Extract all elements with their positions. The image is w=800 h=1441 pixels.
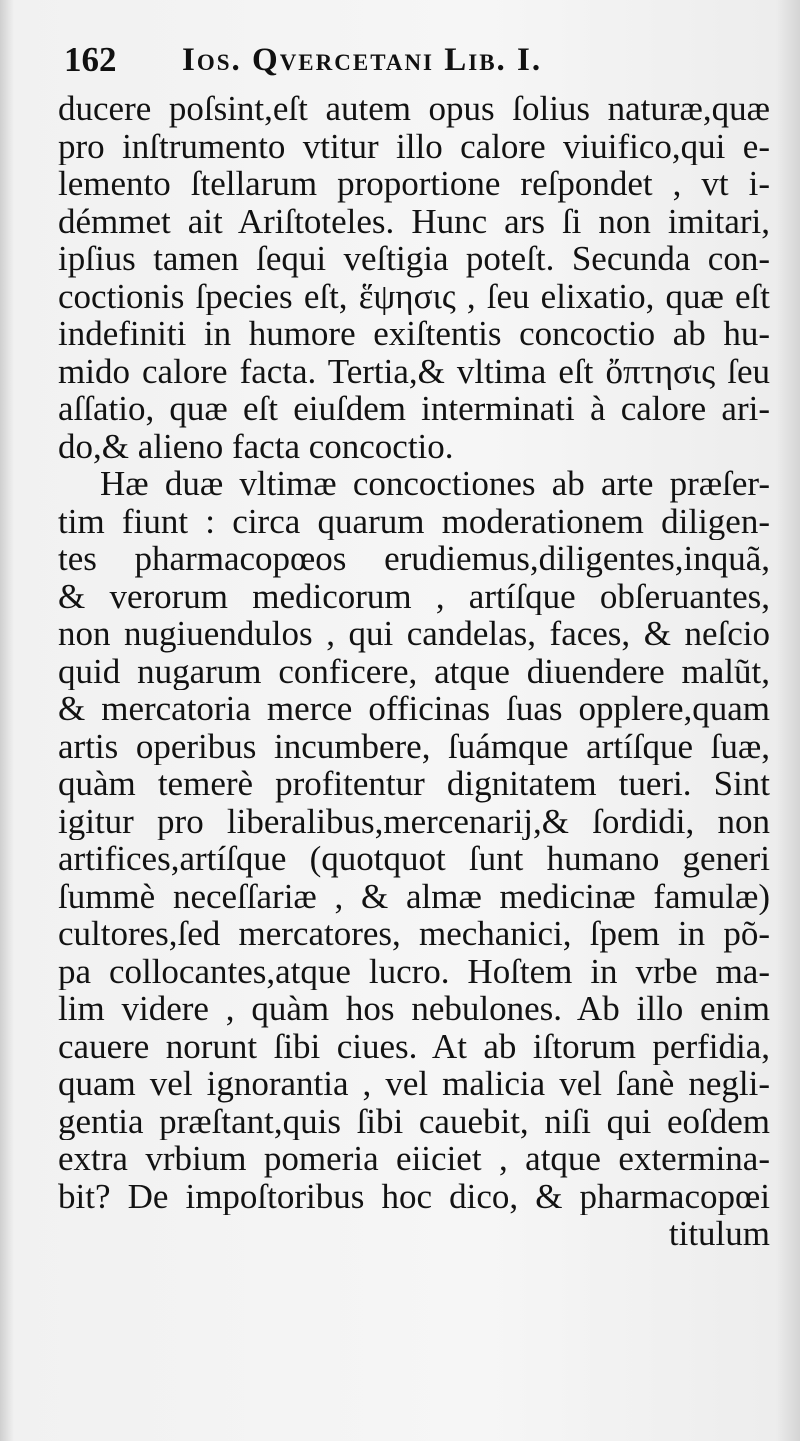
text-line: titulum: [668, 1215, 770, 1253]
text-line: quid nugarum conficere, atque diuendere malũt,: [58, 652, 770, 690]
text-line: igitur pro liberalibus,mercenarij,& ſordidi, non: [58, 802, 770, 840]
text-line: ducere poſsint,eſt autem opus ſolius naturæ,quæ: [58, 90, 770, 128]
running-title: Ios. Qvercetani Lib. I.: [182, 42, 543, 78]
text-line: lim videre , quàm hos nebulones. Ab illo enim: [58, 990, 770, 1028]
text-line: do,& alieno facta concoctio.: [58, 427, 454, 465]
text-line: démmet ait Ariſtoteles. Hunc ars ſi non imitari,: [58, 202, 770, 240]
text-line: bit? De impoſtoribus hoc dico, & pharmacopœi: [58, 1177, 770, 1215]
text-line: ipſius tamen ſequi veſtigia poteſt. Secunda con-: [58, 240, 770, 278]
page-header: [64, 28, 764, 84]
page-number: 162: [64, 40, 117, 79]
text-line: & mercatoria merce officinas ſuas opplere,quam: [58, 690, 770, 728]
text-line: pa collocantes,atque lucro. Hoſtem in vrbe ma-: [58, 952, 770, 990]
text-line: aſſatio, quæ eſt eiuſdem interminati à calore ari-: [58, 390, 770, 428]
page-edge-shadow: [776, 0, 800, 1441]
text-line: artis operibus incumbere, ſuámque artíſque ſuæ,: [58, 727, 770, 765]
text-line: tim fiunt : circa quarum moderationem diligen-: [58, 502, 770, 540]
text-line: ſummè neceſſariæ , & almæ medicinæ famulæ): [58, 877, 770, 915]
text-line: cultores,ſed mercatores, mechanici, ſpem in põ-: [58, 915, 770, 953]
text-line: coctionis ſpecies eſt, ἕψησις , ſeu elixatio, quæ eſt: [58, 277, 770, 315]
text-line: lemento ſtellarum proportione reſpondet , vt i-: [58, 165, 770, 203]
text-line: quàm temerè profitentur dignitatem tueri. Sint: [58, 765, 770, 803]
text-line: & verorum medicorum , artíſque obſeruantes,: [58, 577, 770, 615]
text-line: non nugiuendulos , qui candelas, faces, & neſcio: [58, 615, 770, 653]
text-line: extra vrbium pomeria eiiciet , atque extermina-: [58, 1140, 770, 1178]
text-line: tes pharmacopœos erudiemus,diligentes,inquã,: [58, 540, 770, 578]
text-line: indefiniti in humore exiſtentis concoctio ab hu-: [58, 315, 770, 353]
text-line: gentia præſtant,quis ſibi cauebit, niſi qui eoſdem: [58, 1102, 770, 1140]
text-line: Hæ duæ vltimæ concoctiones ab arte præſer-: [100, 465, 770, 503]
text-line: pro inſtrumento vtitur illo calore viuifico,qui e-: [58, 127, 770, 165]
text-line: mido calore facta. Tertia,& vltima eſt ὄπτησις ſeu: [58, 352, 770, 390]
text-line: artifices,artíſque (quotquot ſunt humano generi: [58, 840, 770, 878]
body-text: [58, 90, 770, 1253]
text-line: quam vel ignorantia , vel malicia vel ſanè negli-: [58, 1065, 770, 1103]
text-line: cauere norunt ſibi ciues. At ab iſtorum perfidia,: [58, 1027, 770, 1065]
